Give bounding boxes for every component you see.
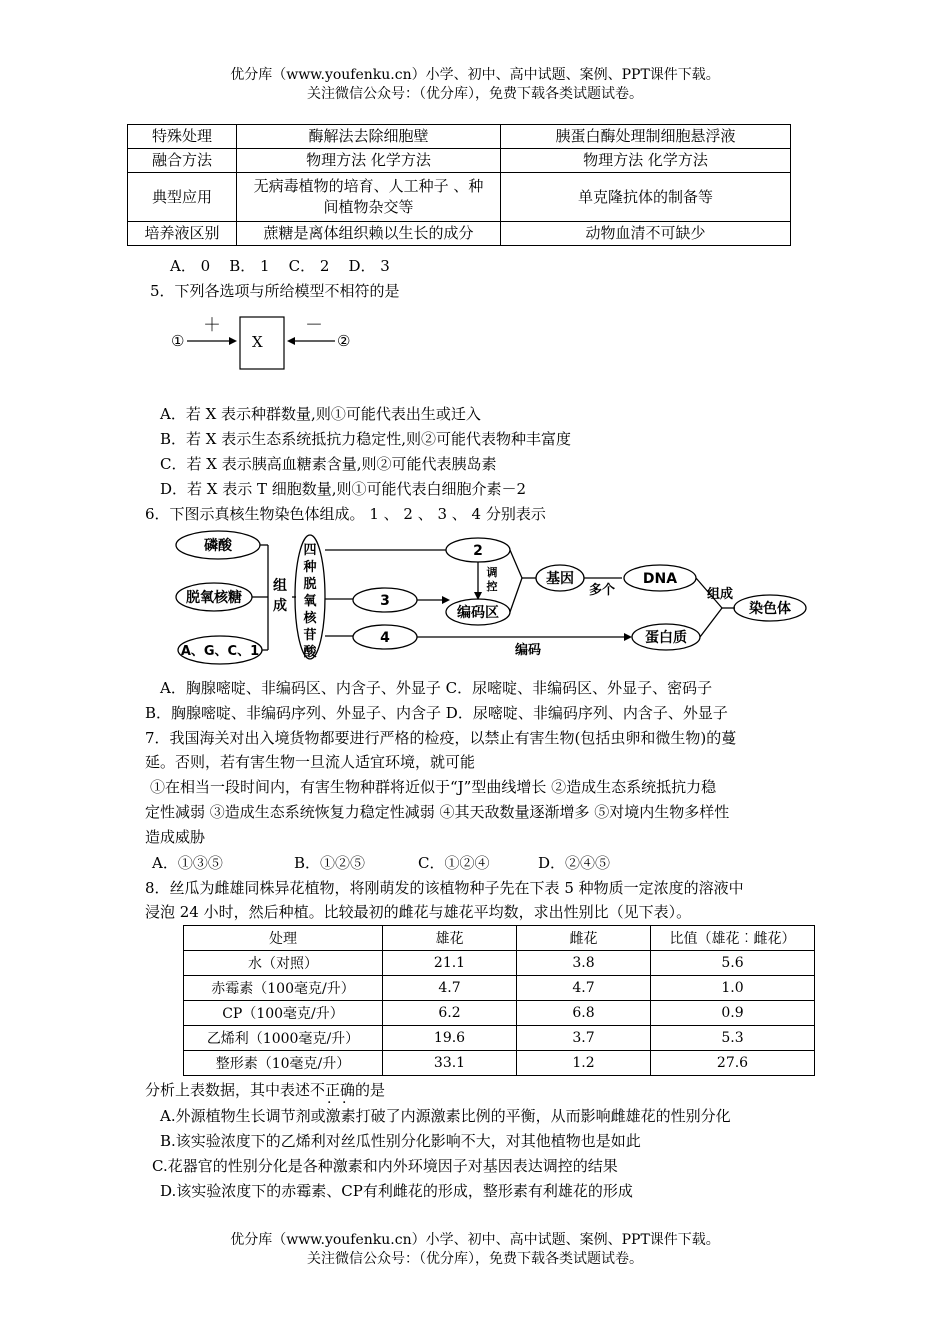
q8-analysis: 分析上表数据，其中表述不正确的是 [145, 1081, 386, 1099]
table-cell: 酶解法去除细胞壁 [237, 125, 501, 149]
table-row [184, 1026, 815, 1051]
table-cell: 单克隆抗体的制备等 [501, 173, 791, 222]
table-cell: 乙烯利（1000毫克/升） [184, 1026, 383, 1051]
gene-label: 基因 [546, 571, 574, 587]
table-header-cell: 雄花 [383, 926, 517, 951]
table-cell: 无病毒植物的培育、人工种子 、种间植物杂交等 [237, 173, 501, 222]
q7-option-d: D．②④⑤ [538, 854, 611, 872]
q5-plus-sign: ＋ [203, 315, 221, 336]
footer-line-2: 关注微信公众号：（优分库），免费下载各类试题试卷。 [307, 1251, 643, 1267]
dna-label: DNA [642, 571, 678, 587]
q5-option-d: D．若 X 表示 T 细胞数量,则①可能代表白细胞介素－2 [160, 480, 527, 498]
table-row [128, 173, 791, 222]
table-cell: 21.1 [383, 951, 517, 976]
table-cell: 6.2 [383, 1001, 517, 1026]
table-header-row [184, 926, 815, 951]
q5-arrowhead-left [229, 337, 237, 345]
table-cell: 4.7 [517, 976, 651, 1001]
q5-option-c: C．若 X 表示胰高血糖素含量,则②可能代表胰岛素 [160, 455, 497, 473]
encode-label: 编码 [514, 643, 542, 658]
q7-line-1: 7．我国海关对出入境货物都要进行严格的检疫，以禁止有害生物(包括虫卵和微生物)的蔓 [145, 729, 737, 747]
q5-x-label: X [252, 333, 263, 351]
blank-4: 4 [380, 630, 390, 646]
q5-option-a: A．若 X 表示种群数量,则①可能代表出生或迁入 [160, 405, 481, 423]
table-row [184, 976, 815, 1001]
table-cell: 3.8 [517, 951, 651, 976]
q7-line-2: 延。否则，若有害生物一旦流人适宜环境，就可能 [145, 753, 476, 771]
q8-option-d: D.该实验浓度下的赤霉素、CP有利雌花的形成，整形素有利雄花的形成 [160, 1182, 633, 1200]
q7-option-c: C．①②④ [418, 854, 490, 872]
table-cell: 培养液区别 [128, 222, 237, 246]
table-cell: 物理方法 化学方法 [501, 149, 791, 173]
table-row [128, 222, 791, 246]
table-cell: 整形素（10毫克/升） [184, 1051, 383, 1076]
table-cell: 4.7 [383, 976, 517, 1001]
svg-text:核: 核 [303, 611, 317, 626]
q7-option-b: B．①②⑤ [294, 854, 366, 872]
table-cell: 水（对照） [184, 951, 383, 976]
svg-text:酸: 酸 [303, 645, 317, 660]
q5-stem: 5．下列各选项与所给模型不相符的是 [150, 282, 400, 300]
q6-stem: 6．下图示真核生物染色体组成。 1 、 2 、 3 、 4 分别表示 [145, 505, 546, 523]
table-row [128, 149, 791, 173]
table-cell: 蔗糖是离体组织赖以生长的成分 [237, 222, 501, 246]
table-cell: 6.8 [517, 1001, 651, 1026]
bases-label: A、G、C、1 [180, 644, 260, 659]
table-cell: 0.9 [651, 1001, 815, 1026]
coding-region-label: 编码区 [457, 605, 499, 621]
q5-arrowhead-right [287, 337, 295, 345]
table-header-cell: 处理 [184, 926, 383, 951]
svg-text:调: 调 [486, 566, 498, 579]
deoxyribose-label: 脱氧核糖 [186, 590, 242, 606]
header-line-1: 优分库（www.youfenku.cn）小学、初中、高中试题、案例、PPT课件下载。 [230, 67, 720, 83]
table-row [128, 125, 791, 149]
blank-3: 3 [380, 593, 390, 609]
q8-line-2: 浸泡 24 小时，然后种植。比较最初的雌花与雄花平均数，求出性别比（见下表）。 [145, 903, 692, 921]
q8-line-1: 8．丝瓜为雌雄同株异花植物，将刚萌发的该植物种子先在下表 5 种物质一定浓度的溶液中 [145, 879, 744, 897]
table-row [184, 1001, 815, 1026]
table-cell: 动物血清不可缺少 [501, 222, 791, 246]
footer-line-1: 优分库（www.youfenku.cn）小学、初中、高中试题、案例、PPT课件下载。 [230, 1232, 720, 1248]
table-cell: 1.0 [651, 976, 815, 1001]
q5-option-b: B．若 X 表示生态系统抵抗力稳定性,则②可能代表物种丰富度 [160, 430, 572, 448]
q7-line-3: ①在相当一段时间内，有害生物种群将近似于“J”型曲线增长 ②造成生态系统抵抗力稳 [150, 778, 717, 796]
table-header-cell: 比值（雄花︰雌花） [651, 926, 815, 951]
emphasis-dot: · [327, 1095, 332, 1111]
q6-options-line-1: A．胸腺嘧啶、非编码区、内含子、外显子 C．尿嘧啶、非编码区、外显子、密码子 [160, 679, 713, 697]
q5-minus-sign: － [305, 315, 323, 336]
treatment-table [183, 925, 815, 1076]
svg-text:脱: 脱 [303, 577, 317, 592]
table-cell: 19.6 [383, 1026, 517, 1051]
q5-label-2: ② [337, 332, 351, 350]
q8-option-b: B.该实验浓度下的乙烯利对丝瓜性别分化影响不大，对其他植物也是如此 [160, 1132, 641, 1150]
q6-options-line-2: B．胸腺嘧啶、非编码序列、外显子、内含子 D．尿嘧啶、非编码序列、内含子、外显子 [145, 704, 728, 722]
svg-text:种: 种 [303, 560, 317, 575]
q5-label-1: ① [171, 332, 185, 350]
protein-label: 蛋白质 [645, 630, 687, 646]
emphasis-dot: · [342, 1095, 347, 1111]
q7-option-a: A．①③⑤ [152, 854, 223, 872]
table-cell: 3.7 [517, 1026, 651, 1051]
table-row [184, 951, 815, 976]
table-cell: 融合方法 [128, 149, 237, 173]
svg-text:四: 四 [303, 543, 317, 558]
table-cell: 5.3 [651, 1026, 815, 1051]
q4-options: A． 0 B． 1 C． 2 D． 3 [170, 257, 390, 275]
table-header-cell: 雌花 [517, 926, 651, 951]
table-cell: CP（100毫克/升） [184, 1001, 383, 1026]
table-cell: 1.2 [517, 1051, 651, 1076]
table-cell: 物理方法 化学方法 [237, 149, 501, 173]
header-line-2: 关注微信公众号：（优分库），免费下载各类试题试卷。 [307, 86, 643, 102]
blank-2: 2 [473, 543, 483, 559]
q7-line-4: 定性减弱 ③造成生态系统恢复力稳定性减弱 ④其天敌数量逐渐增多 ⑤对境内生物多样性 [145, 803, 730, 821]
table-cell: 27.6 [651, 1051, 815, 1076]
compose-char-1: 组 [273, 578, 287, 594]
table-cell: 5.6 [651, 951, 815, 976]
table-row [184, 1051, 815, 1076]
phosphate-label: 磷酸 [204, 538, 232, 554]
svg-text:苷: 苷 [303, 628, 317, 643]
table-cell: 特殊处理 [128, 125, 237, 149]
q5-model-diagram [165, 312, 365, 372]
chromosome-label: 染色体 [749, 601, 791, 617]
compose-label: 组成 [706, 587, 734, 602]
table-cell: 胰蛋白酶处理制细胞悬浮液 [501, 125, 791, 149]
svg-text:氧: 氧 [303, 594, 317, 609]
many-label: 多个 [588, 583, 616, 598]
q8-option-c: C.花器官的性别分化是各种激素和内外环境因子对基因表达调控的结果 [152, 1157, 618, 1175]
svg-text:控: 控 [486, 580, 498, 593]
compose-char-2: 成 [273, 598, 287, 614]
q6-chromosome-diagram [170, 528, 810, 668]
comparison-table [127, 124, 791, 246]
table-cell: 典型应用 [128, 173, 237, 222]
q7-line-5: 造成威胁 [145, 828, 206, 846]
table-cell: 赤霉素（100毫克/升） [184, 976, 383, 1001]
q8-option-a: A.外源植物生长调节剂或激素打破了内源激素比例的平衡，从而影响雌雄花的性别分化 [160, 1107, 731, 1125]
table-cell: 33.1 [383, 1051, 517, 1076]
